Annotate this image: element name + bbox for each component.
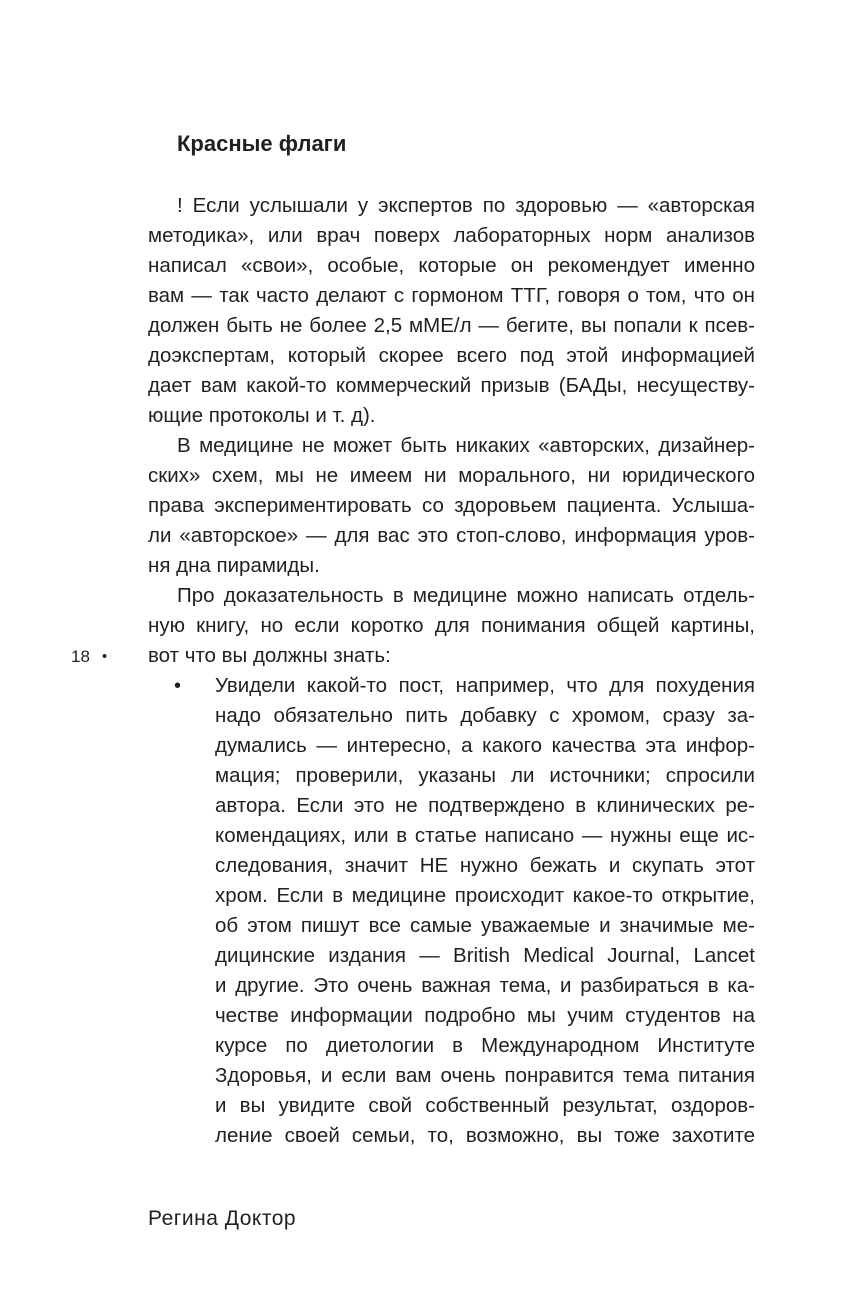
bullet-line: комендациях, или в статье написано — нужны еще ис- [215,824,755,847]
bullet-line: Увидели какой-то пост, например, что для похудения [215,674,755,697]
page-number: 18 [71,647,90,666]
bullet-line: и вы увидите свой собственный результат, оздоров- [215,1094,755,1117]
paragraph-2-line: ня дна пирамиды. [148,554,320,577]
running-footer-author: Регина Доктор [148,1207,297,1230]
paragraph-1-line: написал «свои», особые, которые он рекомендует именно [148,254,755,277]
bullet-line: и другие. Это очень важная тема, и разбираться в ка- [215,974,755,997]
paragraph-1-line: доэкспертам, который скорее всего под этой информацией [148,344,755,367]
bullet-line: честве информации подробно мы учим студентов на [215,1004,755,1027]
paragraph-1-line: ющие протоколы и т. д). [148,404,376,427]
paragraph-3-line: Про доказательность в медицине можно написать отдель- [177,584,755,607]
bullet-line: курсе по диетологии в Международном Институте [215,1034,755,1057]
bullet-line: следования, значит НЕ нужно бежать и скупать этот [215,854,755,877]
paragraph-3-line: вот что вы должны знать: [148,644,391,667]
bullet-line: хром. Если в медицине происходит какое-то открытие, [215,884,755,907]
page-number-dot: • [102,648,108,665]
bullet-line: автора. Если это не подтверждено в клинических ре- [215,794,755,817]
bullet-line: надо обязательно пить добавку с хромом, сразу за- [215,704,755,727]
paragraph-1-line: ! Если услышали у экспертов по здоровью — «авторская [177,194,755,217]
bullet-line: ление своей семьи, то, возможно, вы тоже захотите [215,1124,755,1147]
paragraph-1-line: методика», или врач поверх лабораторных норм анализов [148,224,755,247]
paragraph-1-line: вам — так часто делают с гормоном ТТГ, говоря о том, что он [148,284,755,307]
paragraph-1-line: дает вам какой-то коммерческий призыв (БАДы, несуществу- [148,374,755,397]
bullet-line: думались — интересно, а какого качества эта инфор- [215,734,755,757]
bullet-line: мация; проверили, указаны ли источники; спросили [215,764,755,787]
paragraph-1-line: должен быть не более 2,5 мМЕ/л — бегите, вы попали к псев- [148,314,755,337]
paragraph-2-line: В медицине не может быть никаких «авторских, дизайнер- [177,434,755,457]
bullet-marker: • [174,675,182,697]
bullet-line: дицинские издания — British Medical Journal, Lancet [215,944,755,967]
paragraph-3-line: ную книгу, но если коротко для понимания общей картины, [148,614,755,637]
section-heading: Красные флаги [177,131,347,156]
paragraph-2-line: ских» схем, мы не имеем ни морального, ни юридического [148,464,755,487]
bullet-line: об этом пишут все самые уважаемые и значимые ме- [215,914,755,937]
bullet-line: Здоровья, и если вам очень понравится тема питания [215,1064,755,1087]
paragraph-2-line: ли «авторское» — для вас это стоп-слово, информация уров- [148,524,755,547]
paragraph-2-line: права экспериментировать со здоровьем пациента. Услыша- [148,494,755,517]
